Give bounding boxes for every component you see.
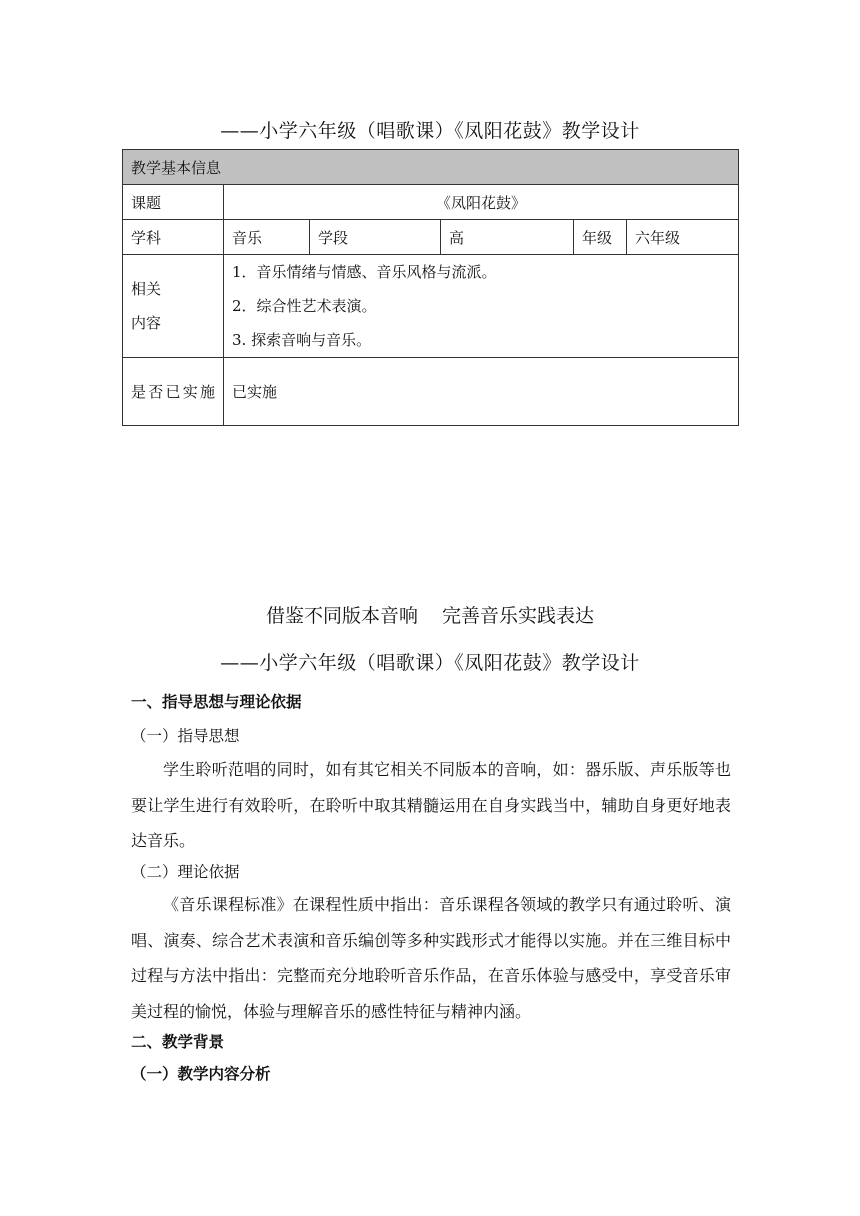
related-label-line2: 内容 [131, 314, 162, 332]
section1-sub1-paragraph: 学生聆听范唱的同时，如有其它相关不同版本的音响，如：器乐版、声乐版等也要让学生进行有效聆听，在聆听中取其精髓运用在自身实践当中，辅助自身更好地表达音乐。 [131, 760, 731, 850]
implemented-label-cell [123, 358, 224, 426]
topic-label: 课题 [123, 185, 224, 220]
implemented-value: 已实施 [224, 358, 739, 426]
related-label-line1: 相关 [131, 280, 162, 298]
top-subtitle: ——小学六年级（唱歌课）《凤阳花鼓》教学设计 [220, 120, 640, 142]
related-label [123, 255, 224, 358]
page-subtitle: ——小学六年级（唱歌课）《凤阳花鼓》教学设计 [220, 652, 640, 674]
grade-label: 年级 [574, 220, 627, 255]
related-item: 1．音乐情绪与情感、音乐风格与流派。 [232, 263, 497, 281]
related-content [224, 255, 739, 358]
page-title [0, 601, 860, 628]
implemented-label: 是否已实施 [131, 382, 215, 401]
title-part1: 借鉴不同版本音响 [265, 605, 418, 627]
topic-value: 《凤阳花鼓》 [224, 185, 739, 220]
stage-value: 高 [441, 220, 574, 255]
basic-info-table [122, 149, 739, 426]
related-item: 3. 探索音响与音乐。 [232, 331, 372, 349]
grade-value: 六年级 [627, 220, 739, 255]
section2-sub1-heading: （一）教学内容分析 [131, 1065, 271, 1083]
title-part2: 完善音乐实践表达 [442, 605, 595, 627]
subject-label: 学科 [123, 220, 224, 255]
table-header: 教学基本信息 [123, 150, 739, 185]
section1-sub2-heading: （二）理论依据 [131, 863, 240, 881]
section1-sub1-heading: （一）指导思想 [131, 727, 240, 745]
subject-value: 音乐 [224, 220, 310, 255]
related-item: 2．综合性艺术表演。 [232, 297, 377, 315]
stage-label: 学段 [310, 220, 441, 255]
section1-heading: 一、指导思想与理论依据 [131, 693, 302, 711]
section2-heading: 二、教学背景 [131, 1033, 225, 1051]
section1-sub2-paragraph: 《音乐课程标准》在课程性质中指出：音乐课程各领域的教学只有通过聆听、演唱、演奏、综合艺术表演和音乐编创等多种实践形式才能得以实施。并在三维目标中过程与方法中指出：完整而充分地聆听音乐作品，在音乐体验与感受中，享受音乐审美过程的愉悦，体验与理解音乐的感性特征与精神内涵。 [131, 895, 731, 1021]
